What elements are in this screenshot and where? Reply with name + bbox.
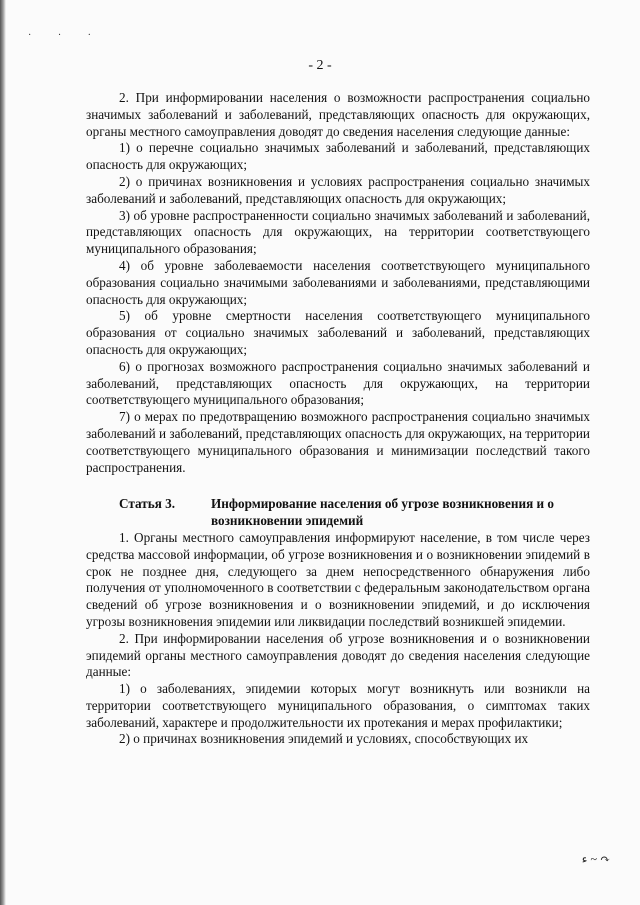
paragraph: 2. При информировании населения об угрозе возникновения и о возникновении эпидемий органы местного самоуправления доводят до сведения населения следующие данные:: [86, 630, 590, 680]
list-item: 3) об уровне распространенности социально значимых заболеваний и заболеваний, представляющих опасность для окружающих, на территории соответствующего муниципального образования;: [86, 207, 590, 257]
scan-edge-shadow: [0, 0, 6, 905]
list-item: 7) о мерах по предотвращению возможного распространения социально значимых заболеваний и заболеваний, представляющих опасность для окружающих, на территории соответствующего муниципального образования и минимизации последствий такого распространения.: [86, 409, 590, 475]
list-item: 1) о перечне социально значимых заболеваний и заболеваний, представляющих опасность для окружающих;: [86, 140, 590, 173]
article-number: Статья 3.: [119, 496, 176, 512]
list-item: 1) о заболеваниях, эпидемии которых могут возникнуть или возникли на территории соответствующего муниципального образования, о симптомах таких заболеваний, характере и продолжительности их протекания и мерах профилактики;: [86, 681, 590, 730]
corner-scribble: ء ~ ↷: [581, 852, 610, 866]
list-item: 4) об уровне заболеваемости населения соответствующего муниципального образования социально значимыми заболеваниями и заболеваниями, представляющими опасность для окружающих;: [86, 257, 590, 307]
article-heading: [86, 496, 590, 530]
paragraph: 2. При информировании населения о возможности распространения социально значимых заболеваний и заболеваний, представляющих опасность для окружающих, органы местного самоуправления доводят до сведения населения следующие данные:: [86, 90, 590, 139]
scan-specks: · · ·: [28, 30, 103, 41]
page-number: - 2 -: [308, 58, 332, 73]
list-item: 5) об уровне смертности населения соответствующего муниципального образования от социально значимых заболеваний и заболеваний, представляющих опасность для окружающих;: [86, 308, 590, 357]
paragraph: 1. Органы местного самоуправления информируют население, в том числе через средства массовой информации, об угрозе возникновения и о возникновении эпидемий в срок не позднее дня, следующего за днем непосредственного обнаружения либо получения от уполномоченного в соответствии с федеральным законодательством органа сведений об угрозе возникновения и о возникновении эпидемий, и до исключения угрозы возникновения эпидемии или ликвидации последствий возникшей эпидемии.: [86, 529, 590, 629]
list-item: 6) о прогнозах возможного распространения социально значимых заболеваний и заболеваний, представляющих опасность для окружающих, на территории соответствующего муниципального образования;: [86, 358, 590, 408]
document-body: [86, 90, 590, 748]
article-title: Информирование населения об угрозе возникновения и о возникновении эпидемий: [211, 496, 555, 529]
list-item: 2) о причинах возникновения эпидемий и условиях, способствующих их: [119, 731, 529, 747]
list-item: 2) о причинах возникновения и условиях распространения социально значимых заболеваний и заболеваний, представляющих опасность для окружающих;: [86, 173, 590, 206]
